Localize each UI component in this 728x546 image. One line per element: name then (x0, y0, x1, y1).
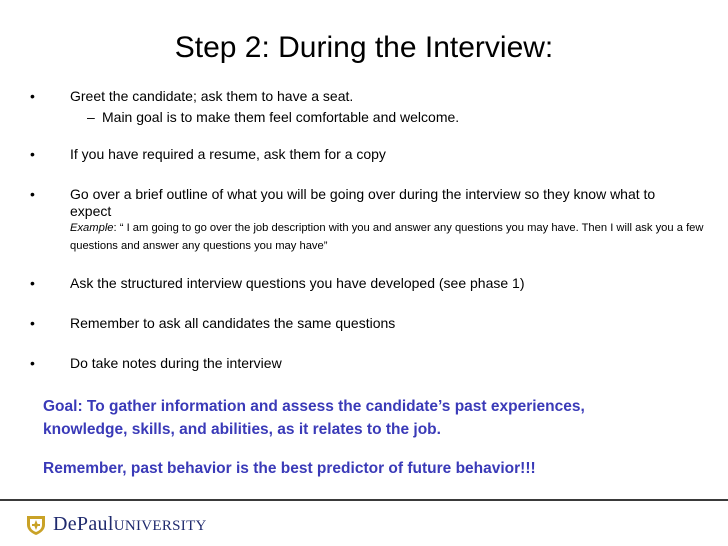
remember-line: Remember, past behavior is the best predictor of future behavior!!! (43, 460, 536, 477)
bullet-text: Do take notes during the interview (70, 355, 282, 371)
bullet-text: Ask the structured interview questions you have developed (see phase 1) (70, 275, 525, 291)
shield-crest-icon (25, 514, 47, 536)
goal-line: Goal: To gather information and assess the candidate’s past experiences, (43, 398, 585, 415)
sub-bullet-marker: – (87, 109, 95, 125)
bullet-marker: • (30, 146, 35, 162)
bullet-text: Go over a brief outline of what you will be going over during the interview so they know what to expect (70, 186, 656, 219)
example-quote (70, 219, 710, 255)
university-logo (25, 513, 207, 537)
bullet-marker: • (30, 355, 35, 371)
sub-bullet-text: Main goal is to make them feel comfortable and welcome. (102, 109, 460, 125)
logo-text-university: UNIVERSITY (113, 518, 207, 534)
example-text: : “ I am going to go over the job description with you and answer any questions you may have. Then I will ask you a few questions and answer any questions you may have” (70, 222, 704, 252)
logo-text-depaul: DePaul (53, 513, 114, 535)
bullet-marker: • (30, 275, 35, 291)
bullet-marker: • (30, 88, 35, 104)
goal-line: knowledge, skills, and abilities, as it relates to the job. (43, 421, 441, 438)
bullet-text: If you have required a resume, ask them for a copy (70, 146, 386, 162)
slide-title: Step 2: During the Interview: (174, 31, 554, 64)
bullet-text: Remember to ask all candidates the same questions (70, 315, 396, 331)
bullet-marker: • (30, 186, 35, 202)
example-label: Example (70, 222, 114, 234)
bullet-marker: • (30, 315, 35, 331)
bullet-text: Greet the candidate; ask them to have a seat. (70, 88, 354, 104)
